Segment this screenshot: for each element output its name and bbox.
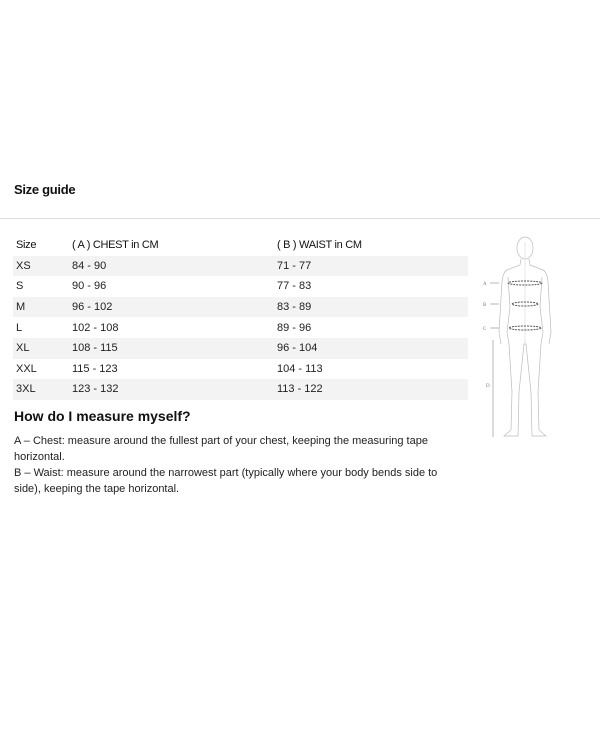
- chest-cell: 123 - 132: [69, 379, 274, 400]
- table-row: [13, 379, 468, 400]
- table-row: [13, 256, 468, 277]
- label-d: D: [486, 384, 490, 389]
- waist-cell: 113 - 122: [274, 379, 468, 400]
- waist-cell: 96 - 104: [274, 338, 468, 359]
- header-chest: ( A ) CHEST in CM: [72, 239, 159, 252]
- table-row: [13, 359, 468, 380]
- size-cell: XXL: [16, 362, 37, 375]
- header-size: Size: [16, 239, 37, 252]
- header-waist: ( B ) WAIST in CM: [277, 239, 362, 252]
- size-table: [13, 235, 468, 400]
- chest-cell: 96 - 102: [69, 297, 274, 318]
- size-cell: L: [16, 321, 23, 334]
- chest-cell: 90 - 96: [72, 280, 107, 293]
- table-header: [13, 235, 468, 256]
- size-cell: XL: [13, 338, 69, 359]
- table-row: [13, 317, 468, 338]
- chest-cell: 102 - 108: [72, 321, 119, 334]
- page-title: Size guide: [14, 182, 76, 197]
- waist-cell: 104 - 113: [277, 362, 323, 375]
- waist-cell: 71 - 77: [274, 256, 468, 277]
- size-cell: M: [13, 297, 69, 318]
- chest-cell: 108 - 115: [69, 338, 274, 359]
- label-a: A: [483, 282, 487, 287]
- divider: [0, 218, 600, 219]
- waist-instructions: B – Waist: measure around the narrowest part (typically where your body bends side to side), keeping the tape horizontal.: [14, 467, 438, 495]
- table-row: [13, 276, 468, 297]
- label-c: C: [483, 327, 487, 332]
- chest-instructions: A – Chest: measure around the fullest part of your chest, keeping the measuring tape horizontal.: [14, 435, 428, 463]
- label-b: B: [483, 303, 487, 308]
- table-row: [13, 297, 468, 318]
- waist-cell: 77 - 83: [277, 280, 312, 293]
- size-cell: XS: [13, 256, 69, 277]
- size-cell: 3XL: [13, 379, 69, 400]
- measure-heading: How do I measure myself?: [14, 408, 191, 424]
- waist-cell: 83 - 89: [274, 297, 468, 318]
- table-row: [13, 338, 468, 359]
- waist-cell: 89 - 96: [277, 321, 312, 334]
- size-cell: S: [16, 280, 24, 293]
- body-measurement-figure: [480, 232, 565, 442]
- chest-cell: 84 - 90: [69, 256, 274, 277]
- chest-cell: 115 - 123: [72, 362, 118, 375]
